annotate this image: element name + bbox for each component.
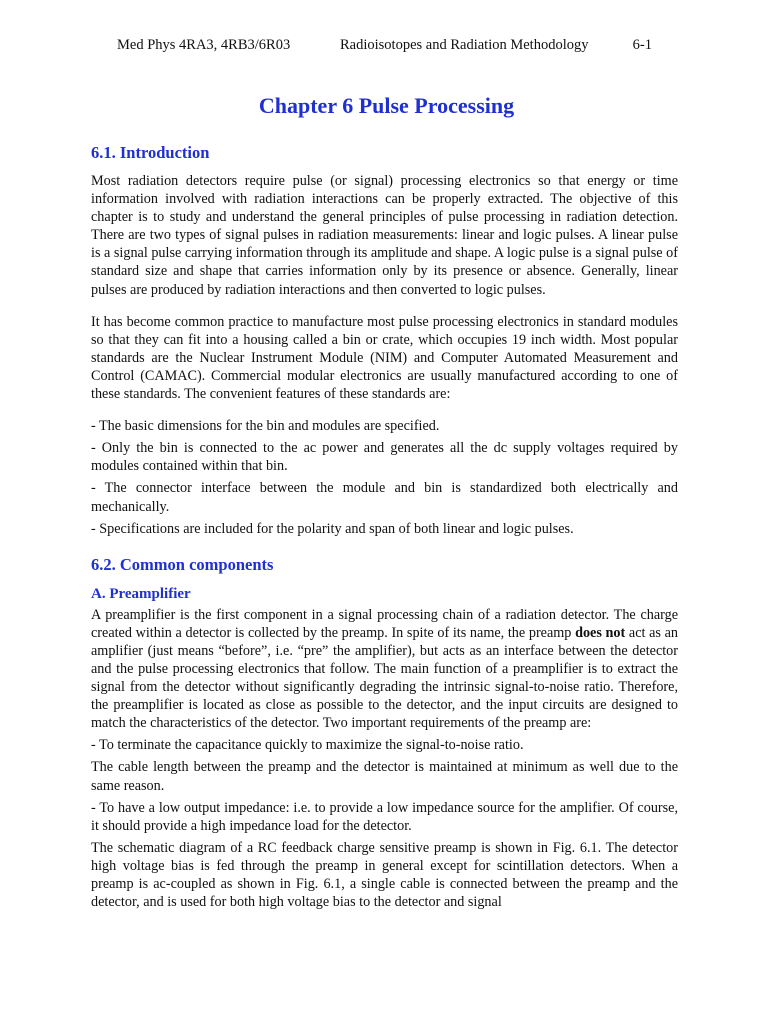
intro-paragraph-1: Most radiation detectors require pulse (or signal) processing electronics so that energy or time information involved with radiation interactions can be properly extracted. The objective of this chapter is to study and understand the general principles of pulse processing in radiation detection. There are two types of signal pulses in radiation measurements: linear and logic pulses. A linear pulse is a signal pulse carrying information through its amplitude and shape. A logic pulse is a signal pulse of standard size and shape that carries information only by its presence or absence. Generally, linear pulses are produced by radiation interactions and then converted to logic pulses. bbox=[91, 173, 678, 298]
preamp-requirement-1: - To terminate the capacitance quickly to maximize the signal-to-noise ratio. bbox=[91, 737, 524, 754]
intro-paragraph-2: It has become common practice to manufacture most pulse processing electronics in standard modules so that they can fit into a housing called a bin or crate, which occupies 19 inch width. Most popular standards are the Nuclear Instrument Module (NIM) and Computer Automated Measurement and Control (CAMAC). Commercial modular electronics are usually manufactured according to one of these standards. The convenient features of these standards are: bbox=[91, 313, 678, 403]
section-introduction bbox=[91, 142, 678, 538]
page-header bbox=[117, 36, 652, 54]
section-common-components bbox=[91, 554, 678, 912]
preamp-bold-does-not: does not bbox=[575, 624, 626, 641]
preamp-paragraph-last: The schematic diagram of a RC feedback charge sensitive preamp is shown in Fig. 6.1. The detector high voltage bias is fed through the preamp in general except for scintillation detectors. When a preamp is ac-coupled as shown in Fig. 6.1, a single cable is connected between the preamp and the detector, and is used for both high voltage bias to the detector and signal bbox=[91, 839, 678, 911]
subsection-heading-preamplifier: A. Preamplifier bbox=[91, 585, 191, 602]
section-heading-introduction: 6.1. Introduction bbox=[91, 143, 210, 162]
header-page-number: 6-1 bbox=[632, 37, 652, 53]
header-course: Med Phys 4RA3, 4RB3/6R03 bbox=[117, 37, 291, 53]
preamp-text-part1: A preamplifier is the first component in a signal processing chain of a radiation detector. The charge created within a detector is collected by the preamp. In spite of its name, the preamp bbox=[91, 606, 678, 641]
header-subject: Radioisotopes and Radiation Methodology bbox=[340, 37, 589, 53]
feature-item: - Specifications are included for the polarity and span of both linear and logic pulses. bbox=[91, 520, 574, 537]
preamp-text-part2: act as an amplifier (just means “before”, i.e. “pre” the amplifier), but acts as an interface between the detector and the pulse processing electronics that follow. The main function of a preamplifier is to extract the signal from the detector without significantly degrading the intrinsic signal-to-noise ratio. Therefore, the preamplifier is located as close as possible to the detector, and the input circuits are designed to match the characteristics of the detector. Two important requirements of the preamp are: bbox=[91, 624, 679, 732]
feature-item: - Only the bin is connected to the ac power and generates all the dc supply voltages required by modules contained within that bin. bbox=[91, 440, 678, 475]
preamp-requirement-2: - To have a low output impedance: i.e. to provide a low impedance source for the amplifier. Of course, it should provide a high impedance load for the detector. bbox=[91, 799, 678, 834]
chapter-title: Chapter 6 Pulse Processing bbox=[258, 93, 515, 118]
preamp-requirement-1-note: The cable length between the preamp and the detector is maintained at minimum as well due to the same reason. bbox=[91, 759, 678, 794]
section-heading-common-components: 6.2. Common components bbox=[91, 554, 274, 574]
preamp-paragraph-1 bbox=[91, 606, 678, 733]
feature-item: - The basic dimensions for the bin and modules are specified. bbox=[91, 418, 440, 435]
page-content bbox=[91, 92, 678, 911]
feature-item: - The connector interface between the module and bin is standardized both electrically and mechanically. bbox=[91, 480, 678, 515]
